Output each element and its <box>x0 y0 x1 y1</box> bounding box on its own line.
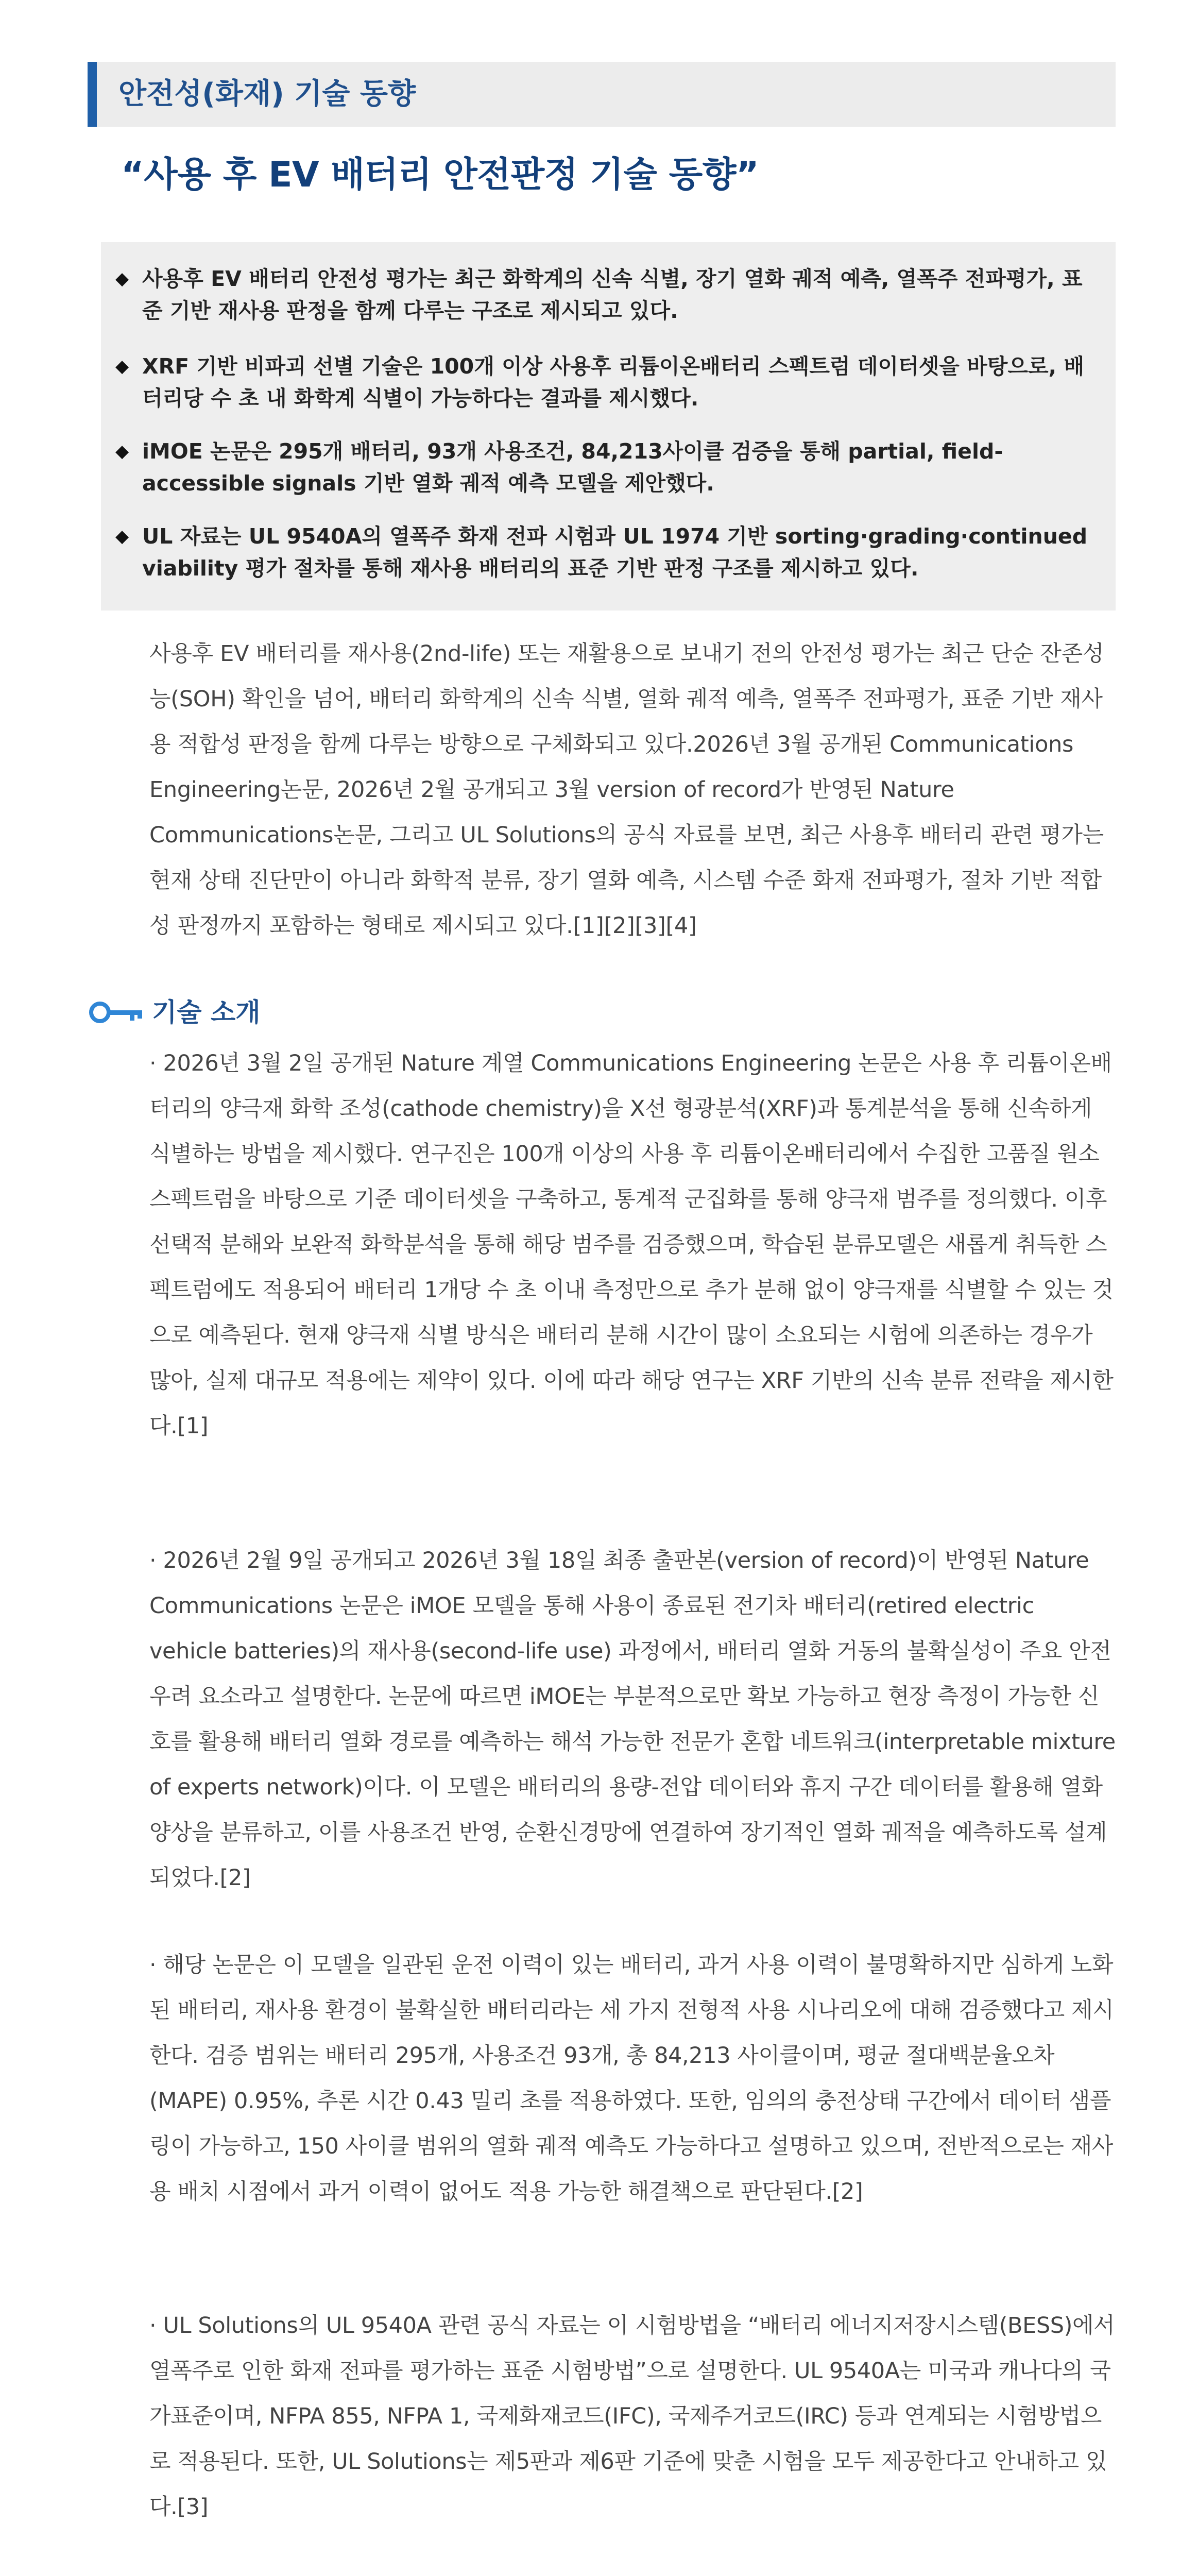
summary-item <box>115 263 1089 327</box>
summary-item <box>115 520 1089 584</box>
summary-box <box>101 242 1116 611</box>
tech-heading-label: 기술 소개 <box>152 997 261 1027</box>
summary-item <box>115 435 1089 499</box>
page-title: “사용 후 EV 배터리 안전판정 기술 동향” <box>121 155 759 195</box>
intro-paragraph: 사용후 EV 배터리를 재사용(2nd-life) 또는 재활용으로 보내기 전의 안전성 평가는 최근 단순 잔존성능(SOH) 확인을 넘어, 배터리 화학계의 신속 식별, 열화 궤적 예측, 열폭주 전파평가, 표준 기반 재사용 적합성 판정을 함께 다루는 방향으로 구체화되고 있다.2026년 3월 공개된 Communications Engineering논문, 2026년 2월 공개되고 3월 version of record가 반영된 Nature Communications논문, 그리고 UL Solutions의 공식 자료를 보면, 최근 사용후 배터리 관련 평가는 현재 상태 진단만이 아니라 화학적 분류, 장기 열화 예측, 시스템 수준 화재 전파평가, 절차 기반 적합성 판정까지 포함하는 형태로 제시되고 있다.[1][2][3][4] <box>149 641 1104 939</box>
summary-text: XRF 기반 비파괴 선별 기술은 100개 이상 사용후 리튬이온배터리 스펙트럼 데이터셋을 바탕으로, 배터리당 수 초 내 화학계 식별이 가능하다는 결과를 제시했다. <box>142 354 1085 411</box>
paragraph-ul9540a: · UL Solutions의 UL 9540A 관련 공식 자료는 이 시험방법을 “배터리 에너지저장시스템(BESS)에서 열폭주로 인한 화재 전파를 평가하는 표준 시험방법”으로 설명한다. UL 9540A는 미국과 캐나다의 국가표준이며, NFPA 855, NFPA 1, 국제화재코드(IFC), 국제주거코드(IRC) 등과 연계되는 시험방법으로 적용된다. 또한, UL Solutions는 제5판과 제6판 기준에 맞춘 시험을 모두 제공한다고 안내하고 있다.[3] <box>149 2313 1115 2520</box>
section-header <box>88 62 1116 127</box>
section-accent-bar <box>88 62 97 127</box>
summary-text: iMOE 논문은 295개 배터리, 93개 사용조건, 84,213사이클 검증을 통해 partial, field-accessible signals 기반 열화 궤적 예측 모델을 제안했다. <box>142 439 1003 496</box>
section-label: 안전성(화재) 기술 동향 <box>118 77 416 111</box>
summary-text: 사용후 EV 배터리 안전성 평가는 최근 화학계의 신속 식별, 장기 열화 궤적 예측, 열폭주 전파평가, 표준 기반 재사용 판정을 함께 다루는 구조로 제시되고 있다. <box>142 266 1083 323</box>
paragraph-imoe-validation: · 해당 논문은 이 모델을 일관된 운전 이력이 있는 배터리, 과거 사용 이력이 불명확하지만 심하게 노화된 배터리, 재사용 환경이 불확실한 배터리라는 세 가지 전형적 사용 시나리오에 대해 검증했다고 제시한다. 검증 범위는 배터리 295개, 사용조건 93개, 총 84,213 사이클이며, 평균 절대백분율오차(MAPE) 0.95%, 추론 시간 0.43 밀리 초를 적용하였다. 또한, 임의의 충전상태 구간에서 데이터 샘플링이 가능하고, 150 사이클 범위의 열화 궤적 예측도 가능하다고 설명하고 있으며, 전반적으로는 재사용 배치 시점에서 과거 이력이 없어도 적용 가능한 해결책으로 판단된다.[2] <box>149 1952 1114 2205</box>
summary-item <box>115 350 1089 414</box>
paragraph-imoe: · 2026년 2월 9일 공개되고 2026년 3월 18일 최종 출판본(version of record)이 반영된 Nature Communications 논문은 iMOE 모델을 통해 사용이 종료된 전기차 배터리(retired electric vehicle batteries)의 재사용(second-life use) 과정에서, 배터리 열화 거동의 불확실성이 주요 안전 우려 요소라고 설명한다. 논문에 따르면 iMOE는 부분적으로만 확보 가능하고 현장 측정이 가능한 신호를 활용해 배터리 열화 경로를 예측하는 해석 가능한 전문가 혼합 네트워크(interpretable mixture of experts network)이다. 이 모델은 배터리의 용량-전압 데이터와 휴지 구간 데이터를 활용해 열화 양상을 분류하고, 이를 사용조건 반영, 순환신경망에 연결하여 장기적인 열화 궤적을 예측하도록 설계되었다.[2] <box>149 1548 1116 1891</box>
diamond-bullet-icon: ◆ <box>115 526 129 547</box>
paragraph-xrf: · 2026년 3월 2일 공개된 Nature 계열 Communications Engineering 논문은 사용 후 리튬이온배터리의 양극재 화학 조성(cathode chemistry)을 X선 형광분석(XRF)과 통계분석을 통해 신속하게 식별하는 방법을 제시했다. 연구진은 100개 이상의 사용 후 리튬이온배터리에서 수집한 고품질 원소 스펙트럼을 바탕으로 기준 데이터셋을 구축하고, 통계적 군집화를 통해 양극재 범주를 정의했다. 이후 선택적 분해와 보완적 화학분석을 통해 해당 범주를 검증했으며, 학습된 분류모델은 새롭게 취득한 스펙트럼에도 적용되어 배터리 1개당 수 초 이내 측정만으로 추가 분해 없이 양극재를 식별할 수 있는 것으로 예측된다. 현재 양극재 식별 방식은 배터리 분해 시간이 많이 소요되는 시험에 의존하는 경우가 많아, 실제 대규모 적용에는 제약이 있다. 이에 따라 해당 연구는 XRF 기반의 신속 분류 전략을 제시한다.[1] <box>149 1050 1114 1439</box>
key-icon <box>88 999 144 1026</box>
diamond-bullet-icon: ◆ <box>115 268 129 289</box>
summary-text: UL 자료는 UL 9540A의 열폭주 화재 전파 시험과 UL 1974 기반 sorting·grading·continued viability 평가 절차를 통해 재사용 배터리의 표준 기반 판정 구조를 제시하고 있다. <box>142 524 1088 581</box>
diamond-bullet-icon: ◆ <box>115 356 129 377</box>
diamond-bullet-icon: ◆ <box>115 441 129 462</box>
